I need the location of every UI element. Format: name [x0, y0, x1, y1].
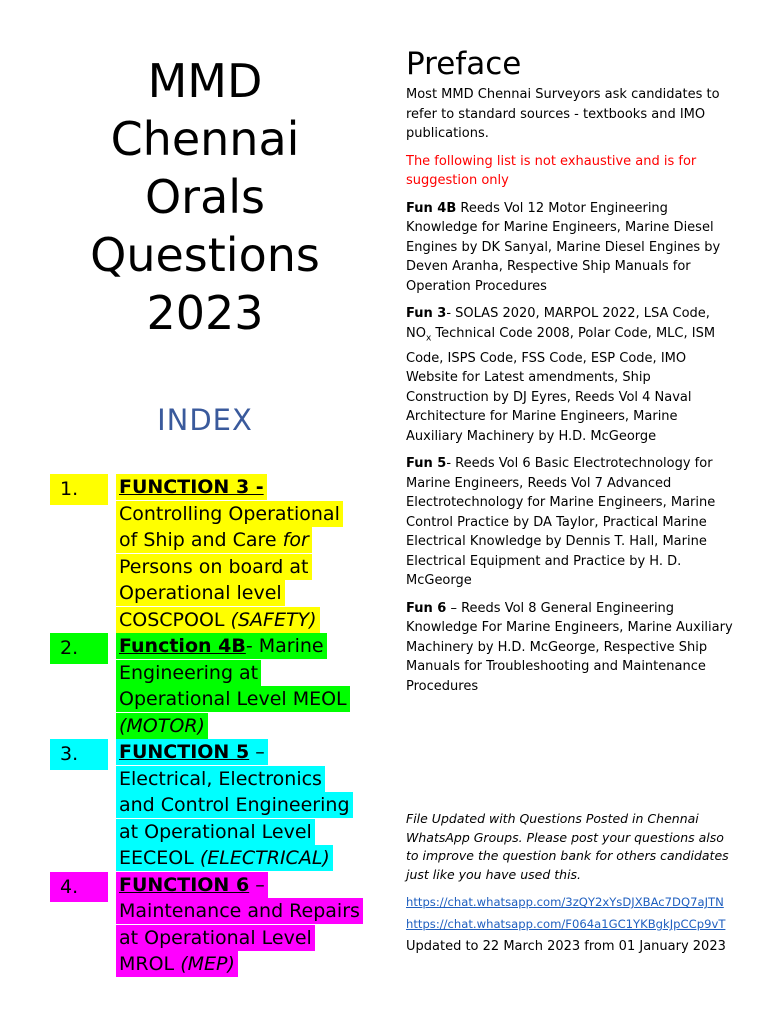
function-number: 2. [50, 633, 108, 664]
function-description-italic: for [282, 529, 309, 551]
title-line: Orals [144, 170, 266, 224]
function-number: 4. [50, 872, 108, 903]
reference-label: Fun 4B [406, 200, 457, 216]
reference-label: Fun 6 [406, 600, 447, 616]
function-index-item [60, 872, 360, 978]
index-label: INDEX [157, 403, 253, 437]
function-index-item [60, 633, 360, 739]
function-tag: (MOTOR) [119, 714, 205, 737]
function-heading: Function 4B [119, 635, 246, 657]
function-index-list [60, 474, 360, 978]
function-index-item [60, 474, 360, 633]
function-index-item [60, 739, 360, 872]
function-tag: (SAFETY) [230, 608, 317, 631]
preface-heading: Preface [406, 46, 522, 82]
reference-text: – Reeds Vol 8 General Engineering Knowledge For Marine Engineers, Marine Auxiliary Machinery by H.D. McGeorge, Respective Ship Manuals for Troubleshooting and Maintenance Procedures [406, 600, 733, 694]
title-line: Chennai [110, 112, 300, 166]
function-heading: FUNCTION 5 [119, 741, 250, 763]
reference-label: Fun 5 [406, 456, 447, 472]
reference-text: - Reeds Vol 6 Basic Electrotechnology for Marine Engineers, Reeds Vol 7 Advanced Electrotechnology for Marine Engineers, Marine Control Practice by DA Taylor, Practical Marine Electrical Knowledge by Dennis T. Hall, Marine Electrical Equipment and Practice by H. D. McGeorge [406, 456, 716, 589]
preface-disclaimer: The following list is not exhaustive and is for suggestion only [406, 153, 697, 188]
reference-subscript: x [425, 333, 432, 344]
updated-date: Updated to 22 March 2023 from 01 January 2023 [406, 939, 726, 954]
function-description: – Electrical, Electronics and Control Engineering at Operational Level EECEOL [119, 741, 350, 869]
reference-entry [406, 199, 736, 297]
reference-entry [406, 599, 736, 697]
preface-intro: Most MMD Chennai Surveyors ask candidates to refer to standard sources - textbooks and IMO publications. [406, 87, 720, 141]
update-note-block [406, 810, 736, 954]
title-line: MMD [147, 54, 263, 108]
reference-text: Technical Code 2008, Polar Code, MLC, ISM Code, ISPS Code, FSS Code, ESP Code, IMO Website for Latest amendments, Ship Construction by DJ Eyres, Reeds Vol 4 Naval Architecture for Marine Engineers, Marine Auxiliary Machinery by H.D. McGeorge [406, 325, 716, 444]
reference-text: - SOLAS 2020, MARPOL 2022, LSA Code, NO [406, 306, 710, 341]
reference-label: Fun 3 [406, 306, 447, 321]
function-tag: (ELECTRICAL) [199, 847, 330, 869]
function-description: - Marine Engineering at Operational Level MEOL [119, 635, 347, 710]
function-text [116, 739, 353, 871]
function-heading: FUNCTION 3 - [119, 476, 264, 498]
function-description: Controlling Operational of Ship and Care [119, 502, 340, 551]
reference-text: Reeds Vol 12 Motor Engineering Knowledge for Marine Engineers, Marine Diesel Engines by DK Sanyal, Marine Diesel Engines by Deven Aranha, Respective Ship Manuals for Operation Procedures [406, 200, 721, 294]
function-tag: (MEP) [180, 953, 235, 975]
function-number: 1. [50, 474, 108, 505]
right-column [406, 44, 736, 704]
function-text [116, 633, 350, 739]
whatsapp-group-link[interactable]: https://chat.whatsapp.com/F064a1GC1YKBgkJpCCp9vT [406, 917, 726, 931]
title-line: 2023 [146, 286, 264, 340]
document-title [50, 52, 360, 342]
reference-entry [406, 304, 736, 446]
function-description: L [213, 608, 231, 631]
function-text [116, 872, 363, 978]
update-note: File Updated with Questions Posted in Chennai WhatsApp Groups. Please post your questions also to improve the question bank for others candidates just like you have used this. [406, 811, 729, 882]
function-description: Persons on board at Operational level COSCPOO [119, 555, 309, 631]
title-line: Questions [90, 228, 320, 282]
function-number: 3. [50, 739, 108, 770]
function-heading: FUNCTION 6 [119, 873, 250, 896]
whatsapp-group-link[interactable]: https://chat.whatsapp.com/3zQY2xYsDJXBAc7DQ7aJTN [406, 895, 724, 909]
reference-entry [406, 454, 736, 591]
function-description: – Maintenance and Repairs at Operational Level MROL [119, 873, 360, 975]
function-text [116, 474, 343, 633]
